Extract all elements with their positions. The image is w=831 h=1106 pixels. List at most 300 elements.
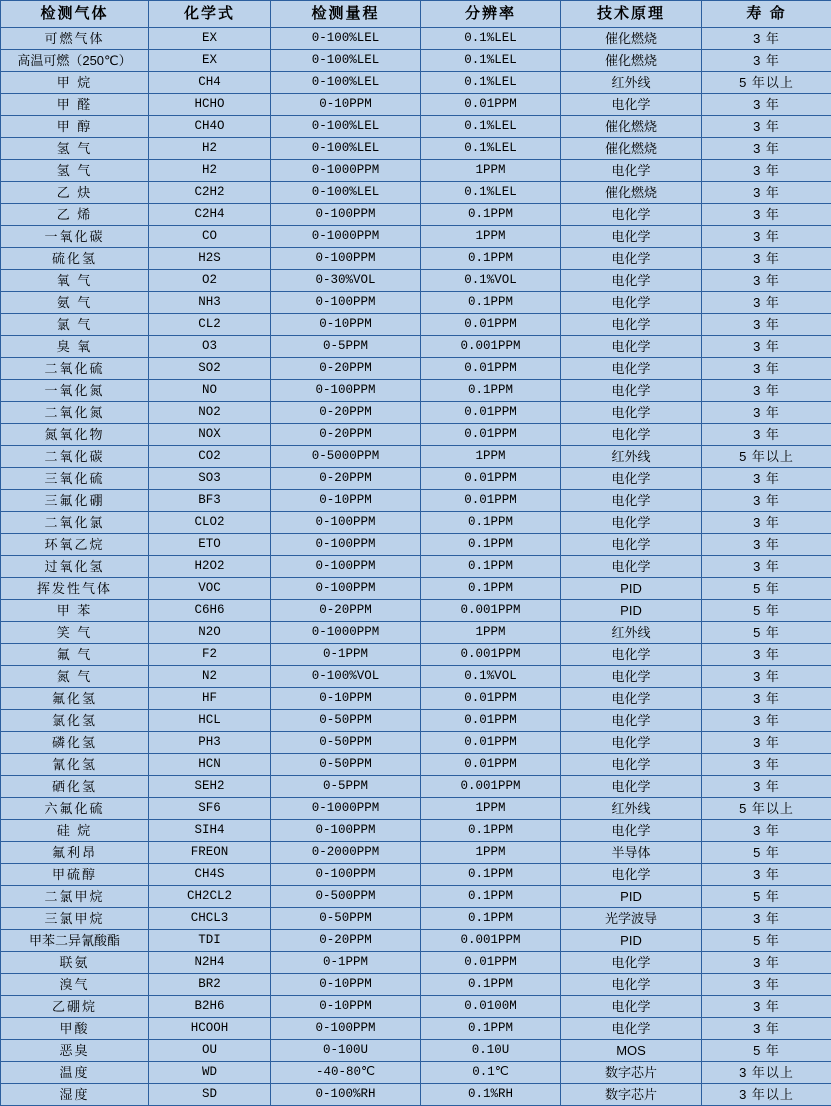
table-row bbox=[1, 336, 831, 358]
cell-range: 0-100PPM bbox=[271, 292, 421, 314]
table-row bbox=[1, 842, 831, 864]
cell-formula: OU bbox=[149, 1040, 271, 1062]
cell-gas-name: 氯化氢 bbox=[1, 710, 149, 732]
cell-formula: B2H6 bbox=[149, 996, 271, 1018]
cell-resolution: 0.1PPM bbox=[421, 556, 561, 578]
table-row bbox=[1, 490, 831, 512]
cell-principle: 电化学 bbox=[561, 468, 702, 490]
column-header-formula: 化学式 bbox=[149, 1, 271, 28]
table-row bbox=[1, 28, 831, 50]
cell-formula: CH4S bbox=[149, 864, 271, 886]
cell-range: 0-100PPM bbox=[271, 534, 421, 556]
column-header-range: 检测量程 bbox=[271, 1, 421, 28]
cell-lifetime: 5 年 bbox=[702, 842, 831, 864]
cell-formula: H2S bbox=[149, 248, 271, 270]
table-row bbox=[1, 358, 831, 380]
cell-resolution: 0.01PPM bbox=[421, 424, 561, 446]
cell-gas-name: 可燃气体 bbox=[1, 28, 149, 50]
cell-gas-name: 氟化氢 bbox=[1, 688, 149, 710]
cell-range: 0-10PPM bbox=[271, 490, 421, 512]
cell-principle: 电化学 bbox=[561, 512, 702, 534]
cell-gas-name: 氨 气 bbox=[1, 292, 149, 314]
table-row bbox=[1, 864, 831, 886]
cell-lifetime: 3 年 bbox=[702, 908, 831, 930]
cell-resolution: 0.001PPM bbox=[421, 776, 561, 798]
cell-formula: H2O2 bbox=[149, 556, 271, 578]
cell-resolution: 0.1%LEL bbox=[421, 72, 561, 94]
table-row bbox=[1, 1018, 831, 1040]
cell-resolution: 0.01PPM bbox=[421, 688, 561, 710]
cell-resolution: 0.01PPM bbox=[421, 754, 561, 776]
table-row bbox=[1, 710, 831, 732]
cell-gas-name: 过氧化氢 bbox=[1, 556, 149, 578]
cell-gas-name: 氢 气 bbox=[1, 160, 149, 182]
cell-resolution: 0.1PPM bbox=[421, 248, 561, 270]
cell-principle: 电化学 bbox=[561, 534, 702, 556]
cell-range: 0-5000PPM bbox=[271, 446, 421, 468]
table-body bbox=[1, 28, 831, 1106]
cell-gas-name: 氟 气 bbox=[1, 644, 149, 666]
table-row bbox=[1, 776, 831, 798]
cell-lifetime: 3 年 bbox=[702, 490, 831, 512]
cell-gas-name: 氢 气 bbox=[1, 138, 149, 160]
cell-resolution: 0.1PPM bbox=[421, 864, 561, 886]
cell-range: 0-10PPM bbox=[271, 688, 421, 710]
cell-principle: 电化学 bbox=[561, 732, 702, 754]
cell-range: 0-2000PPM bbox=[271, 842, 421, 864]
cell-lifetime: 5 年 bbox=[702, 600, 831, 622]
cell-principle: MOS bbox=[561, 1040, 702, 1062]
cell-lifetime: 3 年 bbox=[702, 556, 831, 578]
cell-principle: 光学波导 bbox=[561, 908, 702, 930]
cell-principle: 红外线 bbox=[561, 72, 702, 94]
cell-range: 0-20PPM bbox=[271, 930, 421, 952]
table-row bbox=[1, 908, 831, 930]
cell-gas-name: 湿度 bbox=[1, 1084, 149, 1106]
cell-range: 0-100PPM bbox=[271, 864, 421, 886]
cell-gas-name: 甲硫醇 bbox=[1, 864, 149, 886]
table-row bbox=[1, 182, 831, 204]
cell-lifetime: 3 年 bbox=[702, 28, 831, 50]
cell-range: 0-1PPM bbox=[271, 644, 421, 666]
cell-range: -40-80℃ bbox=[271, 1062, 421, 1084]
cell-lifetime: 3 年 bbox=[702, 732, 831, 754]
table-row bbox=[1, 688, 831, 710]
cell-range: 0-5PPM bbox=[271, 336, 421, 358]
cell-range: 0-1PPM bbox=[271, 952, 421, 974]
cell-lifetime: 3 年 bbox=[702, 534, 831, 556]
cell-resolution: 0.1PPM bbox=[421, 292, 561, 314]
cell-formula: SF6 bbox=[149, 798, 271, 820]
cell-gas-name: 二氧化硫 bbox=[1, 358, 149, 380]
cell-principle: 电化学 bbox=[561, 226, 702, 248]
cell-principle: 电化学 bbox=[561, 424, 702, 446]
cell-resolution: 0.10U bbox=[421, 1040, 561, 1062]
cell-formula: CO bbox=[149, 226, 271, 248]
cell-principle: 电化学 bbox=[561, 204, 702, 226]
cell-principle: 电化学 bbox=[561, 710, 702, 732]
cell-resolution: 0.1%LEL bbox=[421, 50, 561, 72]
cell-lifetime: 3 年 bbox=[702, 270, 831, 292]
cell-principle: 电化学 bbox=[561, 248, 702, 270]
cell-resolution: 0.01PPM bbox=[421, 732, 561, 754]
cell-range: 0-50PPM bbox=[271, 908, 421, 930]
cell-range: 0-100PPM bbox=[271, 1018, 421, 1040]
cell-gas-name: 乙 烯 bbox=[1, 204, 149, 226]
cell-resolution: 0.1PPM bbox=[421, 578, 561, 600]
cell-formula: HCL bbox=[149, 710, 271, 732]
cell-range: 0-20PPM bbox=[271, 468, 421, 490]
cell-range: 0-10PPM bbox=[271, 974, 421, 996]
cell-formula: BR2 bbox=[149, 974, 271, 996]
cell-principle: 电化学 bbox=[561, 380, 702, 402]
cell-resolution: 1PPM bbox=[421, 842, 561, 864]
cell-resolution: 1PPM bbox=[421, 226, 561, 248]
cell-lifetime: 5 年以上 bbox=[702, 446, 831, 468]
cell-formula: CH4O bbox=[149, 116, 271, 138]
cell-formula: NO bbox=[149, 380, 271, 402]
cell-resolution: 0.1PPM bbox=[421, 820, 561, 842]
cell-gas-name: 氰化氢 bbox=[1, 754, 149, 776]
cell-gas-name: 六氟化硫 bbox=[1, 798, 149, 820]
cell-lifetime: 3 年 bbox=[702, 204, 831, 226]
cell-principle: PID bbox=[561, 600, 702, 622]
cell-range: 0-20PPM bbox=[271, 358, 421, 380]
table-row bbox=[1, 798, 831, 820]
cell-range: 0-100%LEL bbox=[271, 138, 421, 160]
cell-lifetime: 3 年 bbox=[702, 116, 831, 138]
cell-gas-name: 三氯甲烷 bbox=[1, 908, 149, 930]
cell-range: 0-100PPM bbox=[271, 556, 421, 578]
table-row bbox=[1, 402, 831, 424]
cell-principle: 电化学 bbox=[561, 336, 702, 358]
cell-formula: C6H6 bbox=[149, 600, 271, 622]
table-row bbox=[1, 600, 831, 622]
cell-resolution: 0.1%RH bbox=[421, 1084, 561, 1106]
cell-gas-name: 笑 气 bbox=[1, 622, 149, 644]
cell-gas-name: 三氟化硼 bbox=[1, 490, 149, 512]
cell-formula: F2 bbox=[149, 644, 271, 666]
table-row bbox=[1, 72, 831, 94]
cell-principle: 催化燃烧 bbox=[561, 138, 702, 160]
table-row bbox=[1, 644, 831, 666]
cell-range: 0-500PPM bbox=[271, 886, 421, 908]
cell-resolution: 1PPM bbox=[421, 160, 561, 182]
cell-lifetime: 5 年 bbox=[702, 930, 831, 952]
cell-resolution: 0.1%LEL bbox=[421, 28, 561, 50]
cell-lifetime: 3 年 bbox=[702, 754, 831, 776]
cell-gas-name: 联氨 bbox=[1, 952, 149, 974]
cell-formula: SO3 bbox=[149, 468, 271, 490]
cell-range: 0-100%LEL bbox=[271, 182, 421, 204]
cell-lifetime: 5 年以上 bbox=[702, 798, 831, 820]
column-header-resolution: 分辨率 bbox=[421, 1, 561, 28]
cell-formula: HCHO bbox=[149, 94, 271, 116]
table-row bbox=[1, 1062, 831, 1084]
table-row bbox=[1, 556, 831, 578]
cell-resolution: 0.1℃ bbox=[421, 1062, 561, 1084]
cell-lifetime: 3 年 bbox=[702, 1018, 831, 1040]
cell-gas-name: 氯 气 bbox=[1, 314, 149, 336]
cell-formula: H2 bbox=[149, 160, 271, 182]
cell-range: 0-100%LEL bbox=[271, 50, 421, 72]
cell-lifetime: 3 年 bbox=[702, 996, 831, 1018]
table-row bbox=[1, 820, 831, 842]
cell-formula: VOC bbox=[149, 578, 271, 600]
cell-principle: PID bbox=[561, 886, 702, 908]
cell-principle: 半导体 bbox=[561, 842, 702, 864]
cell-principle: 电化学 bbox=[561, 490, 702, 512]
cell-formula: NOX bbox=[149, 424, 271, 446]
cell-lifetime: 3 年 bbox=[702, 226, 831, 248]
cell-formula: WD bbox=[149, 1062, 271, 1084]
cell-gas-name: 甲 苯 bbox=[1, 600, 149, 622]
cell-lifetime: 3 年 bbox=[702, 402, 831, 424]
table-row bbox=[1, 94, 831, 116]
table-row bbox=[1, 930, 831, 952]
table-row bbox=[1, 204, 831, 226]
cell-principle: 电化学 bbox=[561, 644, 702, 666]
cell-lifetime: 3 年 bbox=[702, 138, 831, 160]
cell-gas-name: 甲苯二异氰酸酯 bbox=[1, 930, 149, 952]
cell-formula: N2O bbox=[149, 622, 271, 644]
cell-range: 0-10PPM bbox=[271, 996, 421, 1018]
cell-lifetime: 3 年 bbox=[702, 314, 831, 336]
cell-principle: 催化燃烧 bbox=[561, 182, 702, 204]
table-row bbox=[1, 314, 831, 336]
cell-principle: 电化学 bbox=[561, 402, 702, 424]
cell-gas-name: 臭 氧 bbox=[1, 336, 149, 358]
cell-formula: C2H2 bbox=[149, 182, 271, 204]
cell-range: 0-100PPM bbox=[271, 248, 421, 270]
cell-formula: CH2CL2 bbox=[149, 886, 271, 908]
cell-lifetime: 5 年以上 bbox=[702, 72, 831, 94]
table-row bbox=[1, 380, 831, 402]
cell-gas-name: 恶臭 bbox=[1, 1040, 149, 1062]
cell-gas-name: 乙 炔 bbox=[1, 182, 149, 204]
cell-resolution: 0.1%LEL bbox=[421, 116, 561, 138]
cell-lifetime: 3 年 bbox=[702, 424, 831, 446]
cell-principle: 电化学 bbox=[561, 974, 702, 996]
cell-resolution: 0.001PPM bbox=[421, 600, 561, 622]
cell-principle: 电化学 bbox=[561, 160, 702, 182]
table-row bbox=[1, 248, 831, 270]
cell-resolution: 0.1%LEL bbox=[421, 182, 561, 204]
cell-resolution: 0.001PPM bbox=[421, 644, 561, 666]
table-row bbox=[1, 578, 831, 600]
cell-formula: ETO bbox=[149, 534, 271, 556]
cell-principle: 数字芯片 bbox=[561, 1084, 702, 1106]
cell-gas-name: 二氧化氯 bbox=[1, 512, 149, 534]
cell-lifetime: 5 年 bbox=[702, 1040, 831, 1062]
cell-resolution: 0.1PPM bbox=[421, 908, 561, 930]
cell-resolution: 0.1PPM bbox=[421, 1018, 561, 1040]
cell-gas-name: 氮氧化物 bbox=[1, 424, 149, 446]
cell-lifetime: 3 年 bbox=[702, 292, 831, 314]
cell-principle: 电化学 bbox=[561, 754, 702, 776]
table-row bbox=[1, 138, 831, 160]
cell-resolution: 0.01PPM bbox=[421, 358, 561, 380]
cell-gas-name: 温度 bbox=[1, 1062, 149, 1084]
table-row bbox=[1, 1040, 831, 1062]
cell-gas-name: 高温可燃（250℃） bbox=[1, 50, 149, 72]
cell-resolution: 0.01PPM bbox=[421, 952, 561, 974]
cell-lifetime: 3 年 bbox=[702, 182, 831, 204]
cell-formula: SEH2 bbox=[149, 776, 271, 798]
cell-gas-name: 二氧化碳 bbox=[1, 446, 149, 468]
cell-resolution: 0.01PPM bbox=[421, 468, 561, 490]
cell-lifetime: 3 年 bbox=[702, 50, 831, 72]
cell-range: 0-100PPM bbox=[271, 820, 421, 842]
table-row bbox=[1, 446, 831, 468]
cell-formula: C2H4 bbox=[149, 204, 271, 226]
cell-principle: 数字芯片 bbox=[561, 1062, 702, 1084]
table-row bbox=[1, 952, 831, 974]
cell-range: 0-1000PPM bbox=[271, 160, 421, 182]
cell-formula: NO2 bbox=[149, 402, 271, 424]
cell-lifetime: 3 年 bbox=[702, 688, 831, 710]
cell-range: 0-100PPM bbox=[271, 578, 421, 600]
cell-formula: HF bbox=[149, 688, 271, 710]
cell-resolution: 0.1PPM bbox=[421, 974, 561, 996]
cell-principle: PID bbox=[561, 578, 702, 600]
cell-principle: 电化学 bbox=[561, 292, 702, 314]
cell-resolution: 0.01PPM bbox=[421, 94, 561, 116]
cell-range: 0-100%LEL bbox=[271, 28, 421, 50]
table-row bbox=[1, 468, 831, 490]
cell-formula: HCN bbox=[149, 754, 271, 776]
cell-range: 0-100PPM bbox=[271, 380, 421, 402]
cell-resolution: 0.1PPM bbox=[421, 886, 561, 908]
cell-formula: SIH4 bbox=[149, 820, 271, 842]
cell-range: 0-5PPM bbox=[271, 776, 421, 798]
cell-range: 0-1000PPM bbox=[271, 798, 421, 820]
table-row bbox=[1, 886, 831, 908]
cell-lifetime: 5 年 bbox=[702, 578, 831, 600]
table-row bbox=[1, 160, 831, 182]
cell-lifetime: 5 年 bbox=[702, 886, 831, 908]
cell-resolution: 0.01PPM bbox=[421, 490, 561, 512]
cell-resolution: 0.1%VOL bbox=[421, 666, 561, 688]
cell-resolution: 0.1PPM bbox=[421, 204, 561, 226]
cell-formula: TDI bbox=[149, 930, 271, 952]
table-row bbox=[1, 666, 831, 688]
cell-lifetime: 3 年 bbox=[702, 512, 831, 534]
cell-lifetime: 3 年 bbox=[702, 710, 831, 732]
table-row bbox=[1, 292, 831, 314]
table-row bbox=[1, 732, 831, 754]
table-row bbox=[1, 512, 831, 534]
cell-range: 0-50PPM bbox=[271, 754, 421, 776]
cell-formula: N2 bbox=[149, 666, 271, 688]
cell-gas-name: 二氯甲烷 bbox=[1, 886, 149, 908]
cell-lifetime: 3 年 bbox=[702, 776, 831, 798]
cell-gas-name: 甲 烷 bbox=[1, 72, 149, 94]
cell-lifetime: 3 年 bbox=[702, 248, 831, 270]
cell-range: 0-1000PPM bbox=[271, 622, 421, 644]
table-row bbox=[1, 226, 831, 248]
cell-principle: 催化燃烧 bbox=[561, 116, 702, 138]
cell-principle: 红外线 bbox=[561, 798, 702, 820]
cell-gas-name: 硫化氢 bbox=[1, 248, 149, 270]
cell-formula: SD bbox=[149, 1084, 271, 1106]
cell-resolution: 0.1PPM bbox=[421, 512, 561, 534]
cell-resolution: 1PPM bbox=[421, 622, 561, 644]
cell-resolution: 1PPM bbox=[421, 446, 561, 468]
cell-gas-name: 一氧化氮 bbox=[1, 380, 149, 402]
cell-gas-name: 氧 气 bbox=[1, 270, 149, 292]
cell-lifetime: 3 年 bbox=[702, 468, 831, 490]
cell-principle: 催化燃烧 bbox=[561, 50, 702, 72]
cell-gas-name: 氮 气 bbox=[1, 666, 149, 688]
cell-gas-name: 甲 醇 bbox=[1, 116, 149, 138]
cell-gas-name: 一氧化碳 bbox=[1, 226, 149, 248]
cell-range: 0-10PPM bbox=[271, 314, 421, 336]
cell-formula: CLO2 bbox=[149, 512, 271, 534]
cell-formula: CHCL3 bbox=[149, 908, 271, 930]
cell-formula: SO2 bbox=[149, 358, 271, 380]
cell-principle: 电化学 bbox=[561, 864, 702, 886]
table-row bbox=[1, 1084, 831, 1106]
cell-lifetime: 3 年 bbox=[702, 974, 831, 996]
cell-resolution: 0.1%LEL bbox=[421, 138, 561, 160]
cell-principle: 电化学 bbox=[561, 952, 702, 974]
cell-principle: 催化燃烧 bbox=[561, 28, 702, 50]
cell-formula: EX bbox=[149, 50, 271, 72]
cell-lifetime: 3 年 bbox=[702, 644, 831, 666]
table-row bbox=[1, 270, 831, 292]
cell-resolution: 0.01PPM bbox=[421, 710, 561, 732]
table-header-row bbox=[1, 1, 831, 28]
cell-range: 0-100%LEL bbox=[271, 116, 421, 138]
cell-range: 0-50PPM bbox=[271, 732, 421, 754]
cell-principle: PID bbox=[561, 930, 702, 952]
cell-gas-name: 甲 醛 bbox=[1, 94, 149, 116]
cell-range: 0-100U bbox=[271, 1040, 421, 1062]
cell-resolution: 0.01PPM bbox=[421, 402, 561, 424]
cell-range: 0-100%VOL bbox=[271, 666, 421, 688]
cell-resolution: 0.001PPM bbox=[421, 336, 561, 358]
cell-gas-name: 硅 烷 bbox=[1, 820, 149, 842]
cell-formula: CH4 bbox=[149, 72, 271, 94]
cell-formula: EX bbox=[149, 28, 271, 50]
cell-range: 0-30%VOL bbox=[271, 270, 421, 292]
table-row bbox=[1, 996, 831, 1018]
table-row bbox=[1, 50, 831, 72]
cell-principle: 电化学 bbox=[561, 1018, 702, 1040]
cell-formula: HCOOH bbox=[149, 1018, 271, 1040]
cell-resolution: 0.0100M bbox=[421, 996, 561, 1018]
cell-gas-name: 甲酸 bbox=[1, 1018, 149, 1040]
cell-lifetime: 3 年 bbox=[702, 380, 831, 402]
cell-resolution: 0.1PPM bbox=[421, 380, 561, 402]
column-header-gas: 检测气体 bbox=[1, 1, 149, 28]
cell-gas-name: 溴气 bbox=[1, 974, 149, 996]
cell-resolution: 0.1PPM bbox=[421, 534, 561, 556]
cell-gas-name: 二氧化氮 bbox=[1, 402, 149, 424]
cell-principle: 电化学 bbox=[561, 776, 702, 798]
cell-range: 0-100PPM bbox=[271, 204, 421, 226]
cell-range: 0-100%RH bbox=[271, 1084, 421, 1106]
cell-range: 0-50PPM bbox=[271, 710, 421, 732]
cell-gas-name: 环氧乙烷 bbox=[1, 534, 149, 556]
cell-range: 0-20PPM bbox=[271, 424, 421, 446]
cell-range: 0-100%LEL bbox=[271, 72, 421, 94]
cell-formula: CO2 bbox=[149, 446, 271, 468]
cell-formula: BF3 bbox=[149, 490, 271, 512]
table-row bbox=[1, 622, 831, 644]
cell-lifetime: 3 年 bbox=[702, 666, 831, 688]
